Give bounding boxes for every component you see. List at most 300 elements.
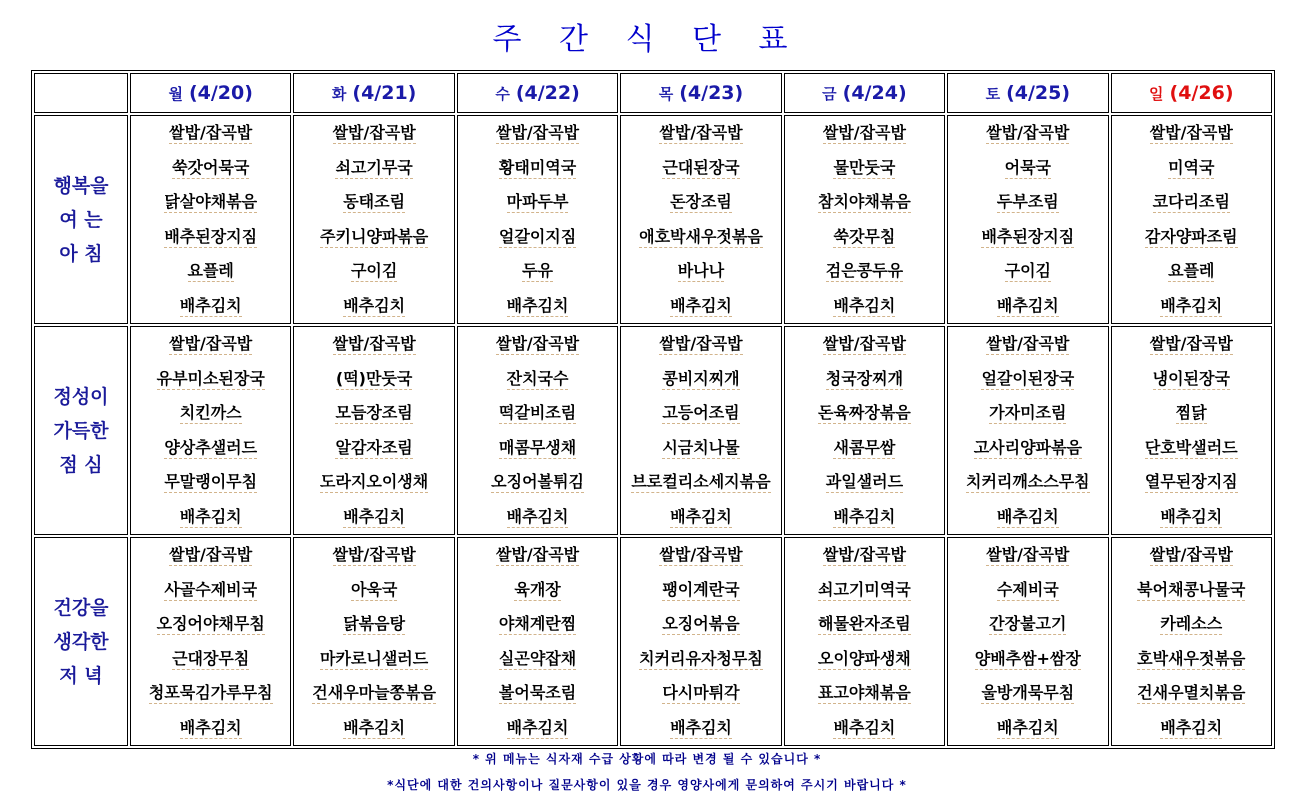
- dish-item: [785, 465, 944, 500]
- dish-item: [1112, 151, 1271, 186]
- day-date: (4/23): [679, 82, 744, 104]
- dish-list: [458, 116, 617, 323]
- dish-name: 고등어조림: [662, 403, 740, 422]
- dish-item: [458, 254, 617, 289]
- menu-cell-dinner-tue: [293, 537, 454, 746]
- dish-name: 두유: [522, 261, 554, 280]
- dish-list: [948, 116, 1107, 323]
- dish-item: [621, 151, 780, 186]
- dish-item: [294, 289, 453, 324]
- day-icon: 토: [985, 85, 1001, 103]
- menu-cell-lunch-wed: [457, 326, 618, 535]
- dish-name: 요플레: [187, 261, 234, 280]
- dish-item: [785, 362, 944, 397]
- dish-name: 쇠고기미역국: [818, 579, 911, 599]
- dish-name: 쌀밥/잡곡밥: [986, 123, 1070, 142]
- dish-item: [785, 289, 944, 324]
- meal-label-line: 가득한: [53, 419, 109, 442]
- dish-item: [1112, 116, 1271, 151]
- dish-name: 배추김치: [343, 295, 406, 315]
- dish-name: 쌀밥/잡곡밥: [495, 545, 580, 564]
- dish-item: [621, 362, 780, 397]
- menu-cell-lunch-sun: [1111, 326, 1272, 535]
- menu-cell-dinner-fri: [784, 537, 945, 746]
- dish-item: [294, 151, 453, 186]
- dish-item: [948, 607, 1107, 642]
- dish-item: [458, 396, 617, 431]
- dish-name: 근대된장국: [662, 157, 740, 177]
- menu-cell-lunch-fri: [784, 326, 945, 535]
- dish-name: 쑥갓무침: [833, 226, 896, 246]
- dish-item: [785, 185, 944, 220]
- dish-list: [785, 116, 944, 323]
- dish-item: [131, 676, 290, 711]
- dish-name: 쌀밥/잡곡밥: [659, 123, 743, 142]
- dish-list: [294, 327, 453, 534]
- dish-item: [131, 642, 290, 677]
- dish-name: 모듬장조림: [335, 403, 413, 422]
- dish-name: 알감자조림: [335, 437, 413, 457]
- page-title: 주 간 식 단 표: [492, 22, 802, 57]
- dish-item: [785, 711, 944, 746]
- dish-item: [131, 711, 290, 746]
- dish-name: 수제비국: [996, 579, 1059, 599]
- dish-item: [621, 500, 780, 535]
- dish-list: [458, 538, 617, 745]
- menu-cell-breakfast-mon: [130, 115, 291, 324]
- dish-name: 배추김치: [1160, 295, 1223, 315]
- dish-name: 배추김치: [833, 506, 896, 526]
- dish-name: 떡갈비조림: [498, 403, 577, 422]
- dish-item: [294, 396, 453, 431]
- dish-item: [1112, 538, 1271, 573]
- dish-name: 시금치나물: [662, 437, 740, 457]
- dish-item: [131, 116, 290, 151]
- dish-name: 도라지오이생채: [320, 472, 429, 491]
- dish-name: 찜닭: [1175, 403, 1207, 422]
- dish-name: 잔치국수: [506, 368, 569, 388]
- dish-item: [948, 431, 1107, 466]
- dish-item: [785, 396, 944, 431]
- dish-item: [785, 676, 944, 711]
- dish-name: 아욱국: [350, 579, 398, 599]
- dish-name: 돈육짜장볶음: [818, 403, 911, 422]
- dish-name: 쌀밥/잡곡밥: [822, 334, 906, 353]
- dish-item: [1112, 289, 1271, 324]
- dish-name: 쌀밥/잡곡밥: [1149, 123, 1233, 142]
- dish-name: 쌀밥/잡곡밥: [986, 334, 1070, 353]
- dish-name: 열무된장지짐: [1144, 472, 1238, 491]
- dish-name: 오징어볼튀김: [491, 472, 584, 491]
- menu-cell-breakfast-fri: [784, 115, 945, 324]
- corner-cell: [34, 73, 128, 113]
- day-date: (4/26): [1169, 82, 1234, 104]
- dish-item: [458, 327, 617, 362]
- dish-item: [458, 289, 617, 324]
- dish-name: 바나나: [677, 261, 725, 280]
- day-header-sun: [1111, 73, 1272, 113]
- dish-list: [458, 327, 617, 534]
- day-icon: 일: [1149, 85, 1164, 103]
- dish-name: 양상추샐러드: [164, 437, 258, 457]
- meal-row-lunch: [34, 326, 1272, 535]
- dish-item: [948, 538, 1107, 573]
- dish-item: [458, 220, 617, 255]
- day-date: (4/20): [188, 82, 253, 104]
- menu-cell-lunch-thu: [620, 326, 781, 535]
- meal-label-line: 건강을: [53, 596, 109, 619]
- dish-item: [621, 711, 780, 746]
- dish-item: [294, 362, 453, 397]
- dish-item: [785, 573, 944, 608]
- dish-item: [1112, 465, 1271, 500]
- dish-item: [294, 465, 453, 500]
- dish-name: 마파두부: [506, 192, 569, 211]
- notice-inquiry: *식단에 대한 건의사항이나 질문사항이 있을 경우 영양사에게 문의하여 주시기 바랍니다 *: [387, 778, 907, 792]
- menu-cell-dinner-thu: [620, 537, 781, 746]
- dish-name: 애호박새우젓볶음: [639, 226, 763, 246]
- dish-name: 양배추쌈+쌈장: [974, 648, 1081, 668]
- dish-item: [458, 151, 617, 186]
- menu-cell-lunch-mon: [130, 326, 291, 535]
- dish-item: [458, 711, 617, 746]
- dish-list: [1112, 327, 1271, 534]
- dish-list: [131, 538, 290, 745]
- day-header-thu: [620, 73, 781, 113]
- dish-name: 근대장무침: [172, 648, 250, 668]
- meal-row-breakfast: [34, 115, 1272, 324]
- dish-item: [131, 362, 290, 397]
- weekly-menu-table: [31, 70, 1275, 749]
- dish-name: 두부조림: [996, 192, 1059, 211]
- dish-item: [948, 642, 1107, 677]
- dish-item: [294, 711, 453, 746]
- dish-item: [458, 573, 617, 608]
- dish-list: [621, 327, 780, 534]
- dish-name: 가자미조림: [989, 403, 1067, 422]
- dish-name: 사골수제비국: [164, 579, 258, 599]
- dish-item: [621, 396, 780, 431]
- dish-name: 다시마튀각: [662, 683, 740, 702]
- dish-item: [948, 362, 1107, 397]
- menu-cell-dinner-mon: [130, 537, 291, 746]
- dish-item: [131, 327, 290, 362]
- dish-name: 배추김치: [670, 295, 732, 315]
- dish-item: [948, 185, 1107, 220]
- dish-item: [948, 254, 1107, 289]
- dish-item: [621, 573, 780, 608]
- dish-name: 단호박샐러드: [1144, 437, 1238, 457]
- dish-name: 배추김치: [1160, 717, 1223, 737]
- dish-name: 쌀밥/잡곡밥: [332, 123, 416, 142]
- dish-list: [131, 327, 290, 534]
- dish-item: [621, 465, 780, 500]
- menu-cell-breakfast-sun: [1111, 115, 1272, 324]
- dish-item: [621, 185, 780, 220]
- dish-item: [785, 151, 944, 186]
- dish-name: 배추김치: [506, 506, 569, 526]
- menu-cell-lunch-tue: [293, 326, 454, 535]
- dish-item: [621, 431, 780, 466]
- dish-item: [294, 642, 453, 677]
- dish-item: [458, 431, 617, 466]
- dish-name: 배추김치: [670, 717, 732, 737]
- day-date: (4/22): [515, 82, 580, 104]
- dish-name: 청포묵김가루무침: [148, 683, 273, 702]
- dish-item: [948, 116, 1107, 151]
- meal-label-line: 생각한: [53, 630, 109, 653]
- meal-label-line: 저 녁: [59, 664, 103, 687]
- dish-name: 콩비지찌개: [662, 368, 740, 388]
- dish-item: [131, 538, 290, 573]
- dish-item: [785, 254, 944, 289]
- dish-name: 쌀밥/잡곡밥: [332, 545, 416, 564]
- dish-item: [294, 254, 453, 289]
- dish-name: 쑥갓어묵국: [172, 157, 250, 177]
- dish-item: [948, 396, 1107, 431]
- dish-item: [131, 220, 290, 255]
- dish-item: [1112, 185, 1271, 220]
- dish-name: 카레소스: [1160, 614, 1223, 633]
- dish-item: [621, 327, 780, 362]
- dish-name: 청국장찌개: [825, 368, 904, 388]
- dish-list: [785, 538, 944, 745]
- dish-name: 황태미역국: [498, 157, 577, 177]
- dish-name: 쇠고기무국: [335, 157, 413, 177]
- dish-name: 배추김치: [833, 295, 896, 315]
- dish-name: 간장불고기: [989, 614, 1067, 633]
- dish-item: [621, 538, 780, 573]
- dish-item: [785, 607, 944, 642]
- dish-item: [131, 289, 290, 324]
- dish-item: [621, 642, 780, 677]
- dish-name: 매콤무생채: [498, 437, 577, 457]
- dish-item: [458, 642, 617, 677]
- notice-change: * 위 메뉴는 식자재 수급 상황에 따라 변경 될 수 있습니다 *: [472, 752, 822, 766]
- dish-name: 오징어야채무침: [156, 614, 265, 633]
- dish-item: [458, 116, 617, 151]
- day-header-fri: [784, 73, 945, 113]
- dish-name: 건새우마늘쫑볶음: [312, 683, 436, 702]
- menu-cell-dinner-wed: [457, 537, 618, 746]
- dish-name: 배추된장지짐: [164, 226, 258, 246]
- day-icon: 수: [495, 85, 510, 103]
- dish-name: 치킨까스: [179, 403, 242, 422]
- dish-name: 치커리깨소스무침: [965, 472, 1090, 491]
- dish-name: 배추된장지짐: [981, 226, 1075, 246]
- dish-name: 배추김치: [343, 717, 406, 737]
- dish-item: [131, 500, 290, 535]
- dish-item: [948, 573, 1107, 608]
- dish-item: [294, 573, 453, 608]
- dish-list: [621, 538, 780, 745]
- dish-item: [621, 254, 780, 289]
- dish-item: [1112, 573, 1271, 608]
- dish-name: 마카로니샐러드: [320, 648, 429, 668]
- dish-name: 해물완자조림: [818, 614, 911, 633]
- meal-row-dinner: [34, 537, 1272, 746]
- dish-item: [948, 676, 1107, 711]
- dish-item: [294, 431, 453, 466]
- dish-name: 배추김치: [1160, 506, 1223, 526]
- dish-item: [131, 185, 290, 220]
- dish-name: 무말랭이무침: [164, 472, 258, 491]
- dish-list: [294, 116, 453, 323]
- dish-item: [1112, 396, 1271, 431]
- dish-name: 표고야채볶음: [818, 683, 911, 702]
- dish-name: 배추김치: [833, 717, 896, 737]
- menu-cell-breakfast-wed: [457, 115, 618, 324]
- dish-item: [948, 151, 1107, 186]
- dish-item: [458, 676, 617, 711]
- dish-name: 배추김치: [996, 717, 1059, 737]
- dish-item: [948, 500, 1107, 535]
- menu-cell-breakfast-tue: [293, 115, 454, 324]
- dish-name: 오징어볶음: [662, 614, 740, 633]
- dish-name: 쌀밥/잡곡밥: [1149, 334, 1233, 353]
- dish-list: [948, 538, 1107, 745]
- dish-list: [1112, 538, 1271, 745]
- day-date: (4/25): [1006, 82, 1071, 104]
- dish-item: [785, 431, 944, 466]
- dish-item: [458, 362, 617, 397]
- dish-name: 쌀밥/잡곡밥: [986, 545, 1070, 564]
- dish-name: 요플레: [1168, 261, 1215, 280]
- dish-name: 건새우멸치볶음: [1137, 683, 1246, 702]
- dish-item: [621, 116, 780, 151]
- dish-name: 구이김: [350, 261, 398, 280]
- day-header-sat: [947, 73, 1108, 113]
- dish-item: [785, 500, 944, 535]
- dish-name: 브로컬리소세지볶음: [631, 472, 771, 491]
- dish-item: [1112, 327, 1271, 362]
- menu-cell-breakfast-thu: [620, 115, 781, 324]
- dish-name: 쌀밥/잡곡밥: [1149, 545, 1233, 564]
- dish-item: [294, 185, 453, 220]
- dish-item: [294, 220, 453, 255]
- dish-list: [948, 327, 1107, 534]
- day-icon: 화: [331, 85, 347, 103]
- dish-item: [785, 116, 944, 151]
- dish-item: [1112, 500, 1271, 535]
- dish-name: 배추김치: [179, 717, 242, 737]
- meal-label-line: 점 심: [59, 453, 103, 476]
- menu-cell-dinner-sun: [1111, 537, 1272, 746]
- dish-name: 쌀밥/잡곡밥: [332, 334, 416, 353]
- dish-name: 쌀밥/잡곡밥: [169, 123, 253, 142]
- menu-cell-dinner-sat: [947, 537, 1108, 746]
- dish-name: 팽이계란국: [662, 579, 740, 599]
- dish-item: [621, 220, 780, 255]
- day-header-tue: [293, 73, 454, 113]
- dish-name: (떡)만둣국: [335, 368, 413, 388]
- meal-label-line: 여 는: [59, 208, 103, 231]
- dish-item: [294, 676, 453, 711]
- dish-item: [458, 500, 617, 535]
- dish-item: [1112, 220, 1271, 255]
- dish-item: [621, 676, 780, 711]
- dish-item: [948, 711, 1107, 746]
- dish-name: 오이양파생채: [818, 648, 911, 668]
- dish-item: [621, 607, 780, 642]
- dish-name: 배추김치: [179, 506, 242, 526]
- dish-item: [785, 220, 944, 255]
- day-icon: 금: [822, 85, 837, 103]
- dish-item: [785, 538, 944, 573]
- dish-name: 배추김치: [996, 506, 1059, 526]
- dish-item: [131, 607, 290, 642]
- dish-name: 유부미소된장국: [156, 368, 265, 388]
- dish-item: [621, 289, 780, 324]
- dish-list: [1112, 116, 1271, 323]
- dish-name: 쌀밥/잡곡밥: [659, 334, 743, 353]
- day-header-mon: [130, 73, 291, 113]
- dish-item: [1112, 254, 1271, 289]
- dish-item: [948, 289, 1107, 324]
- dish-list: [131, 116, 290, 323]
- dish-item: [131, 151, 290, 186]
- dish-name: 검은콩두유: [825, 261, 904, 280]
- dish-name: 과일샐러드: [825, 472, 904, 491]
- dish-name: 배추김치: [670, 506, 732, 526]
- day-date: (4/24): [842, 82, 907, 104]
- dish-item: [294, 500, 453, 535]
- dish-name: 육개장: [514, 579, 561, 599]
- dish-name: 얼갈이지짐: [498, 226, 577, 246]
- day-header-row: [34, 73, 1272, 113]
- dish-item: [131, 254, 290, 289]
- dish-name: 물만둣국: [833, 157, 896, 177]
- dish-name: 동태조림: [343, 192, 406, 211]
- dish-item: [458, 465, 617, 500]
- dish-name: 쌀밥/잡곡밥: [169, 545, 253, 564]
- day-date: (4/21): [352, 82, 417, 104]
- dish-item: [948, 327, 1107, 362]
- dish-name: 배추김치: [506, 295, 569, 315]
- dish-item: [785, 327, 944, 362]
- dish-name: 참치야채볶음: [818, 192, 911, 211]
- dish-name: 감자양파조림: [1144, 226, 1238, 246]
- dish-list: [621, 116, 780, 323]
- meal-label-line: 행복을: [53, 174, 109, 197]
- dish-item: [948, 220, 1107, 255]
- dish-name: 코다리조림: [1152, 192, 1230, 211]
- dish-item: [131, 431, 290, 466]
- dish-name: 울방개묵무침: [981, 683, 1075, 702]
- dish-list: [294, 538, 453, 745]
- dish-name: 실곤약잡채: [498, 648, 577, 668]
- meal-label: [34, 326, 128, 535]
- dish-name: 배추김치: [996, 295, 1059, 315]
- dish-name: 미역국: [1168, 157, 1215, 177]
- dish-name: 배추김치: [506, 717, 569, 737]
- meal-label-line: 정성이: [53, 385, 109, 408]
- dish-name: 얼갈이된장국: [981, 368, 1075, 388]
- dish-item: [131, 396, 290, 431]
- dish-item: [948, 465, 1107, 500]
- dish-name: 닭볶음탕: [343, 614, 406, 633]
- dish-name: 돈장조림: [670, 192, 732, 211]
- menu-cell-breakfast-sat: [947, 115, 1108, 324]
- dish-name: 쌀밥/잡곡밥: [822, 123, 906, 142]
- meal-label-line: 아 침: [59, 242, 103, 265]
- menu-cell-lunch-sat: [947, 326, 1108, 535]
- dish-name: 냉이된장국: [1152, 368, 1230, 388]
- dish-name: 배추김치: [343, 506, 406, 526]
- dish-item: [1112, 431, 1271, 466]
- dish-name: 쌀밥/잡곡밥: [822, 545, 906, 564]
- dish-item: [1112, 711, 1271, 746]
